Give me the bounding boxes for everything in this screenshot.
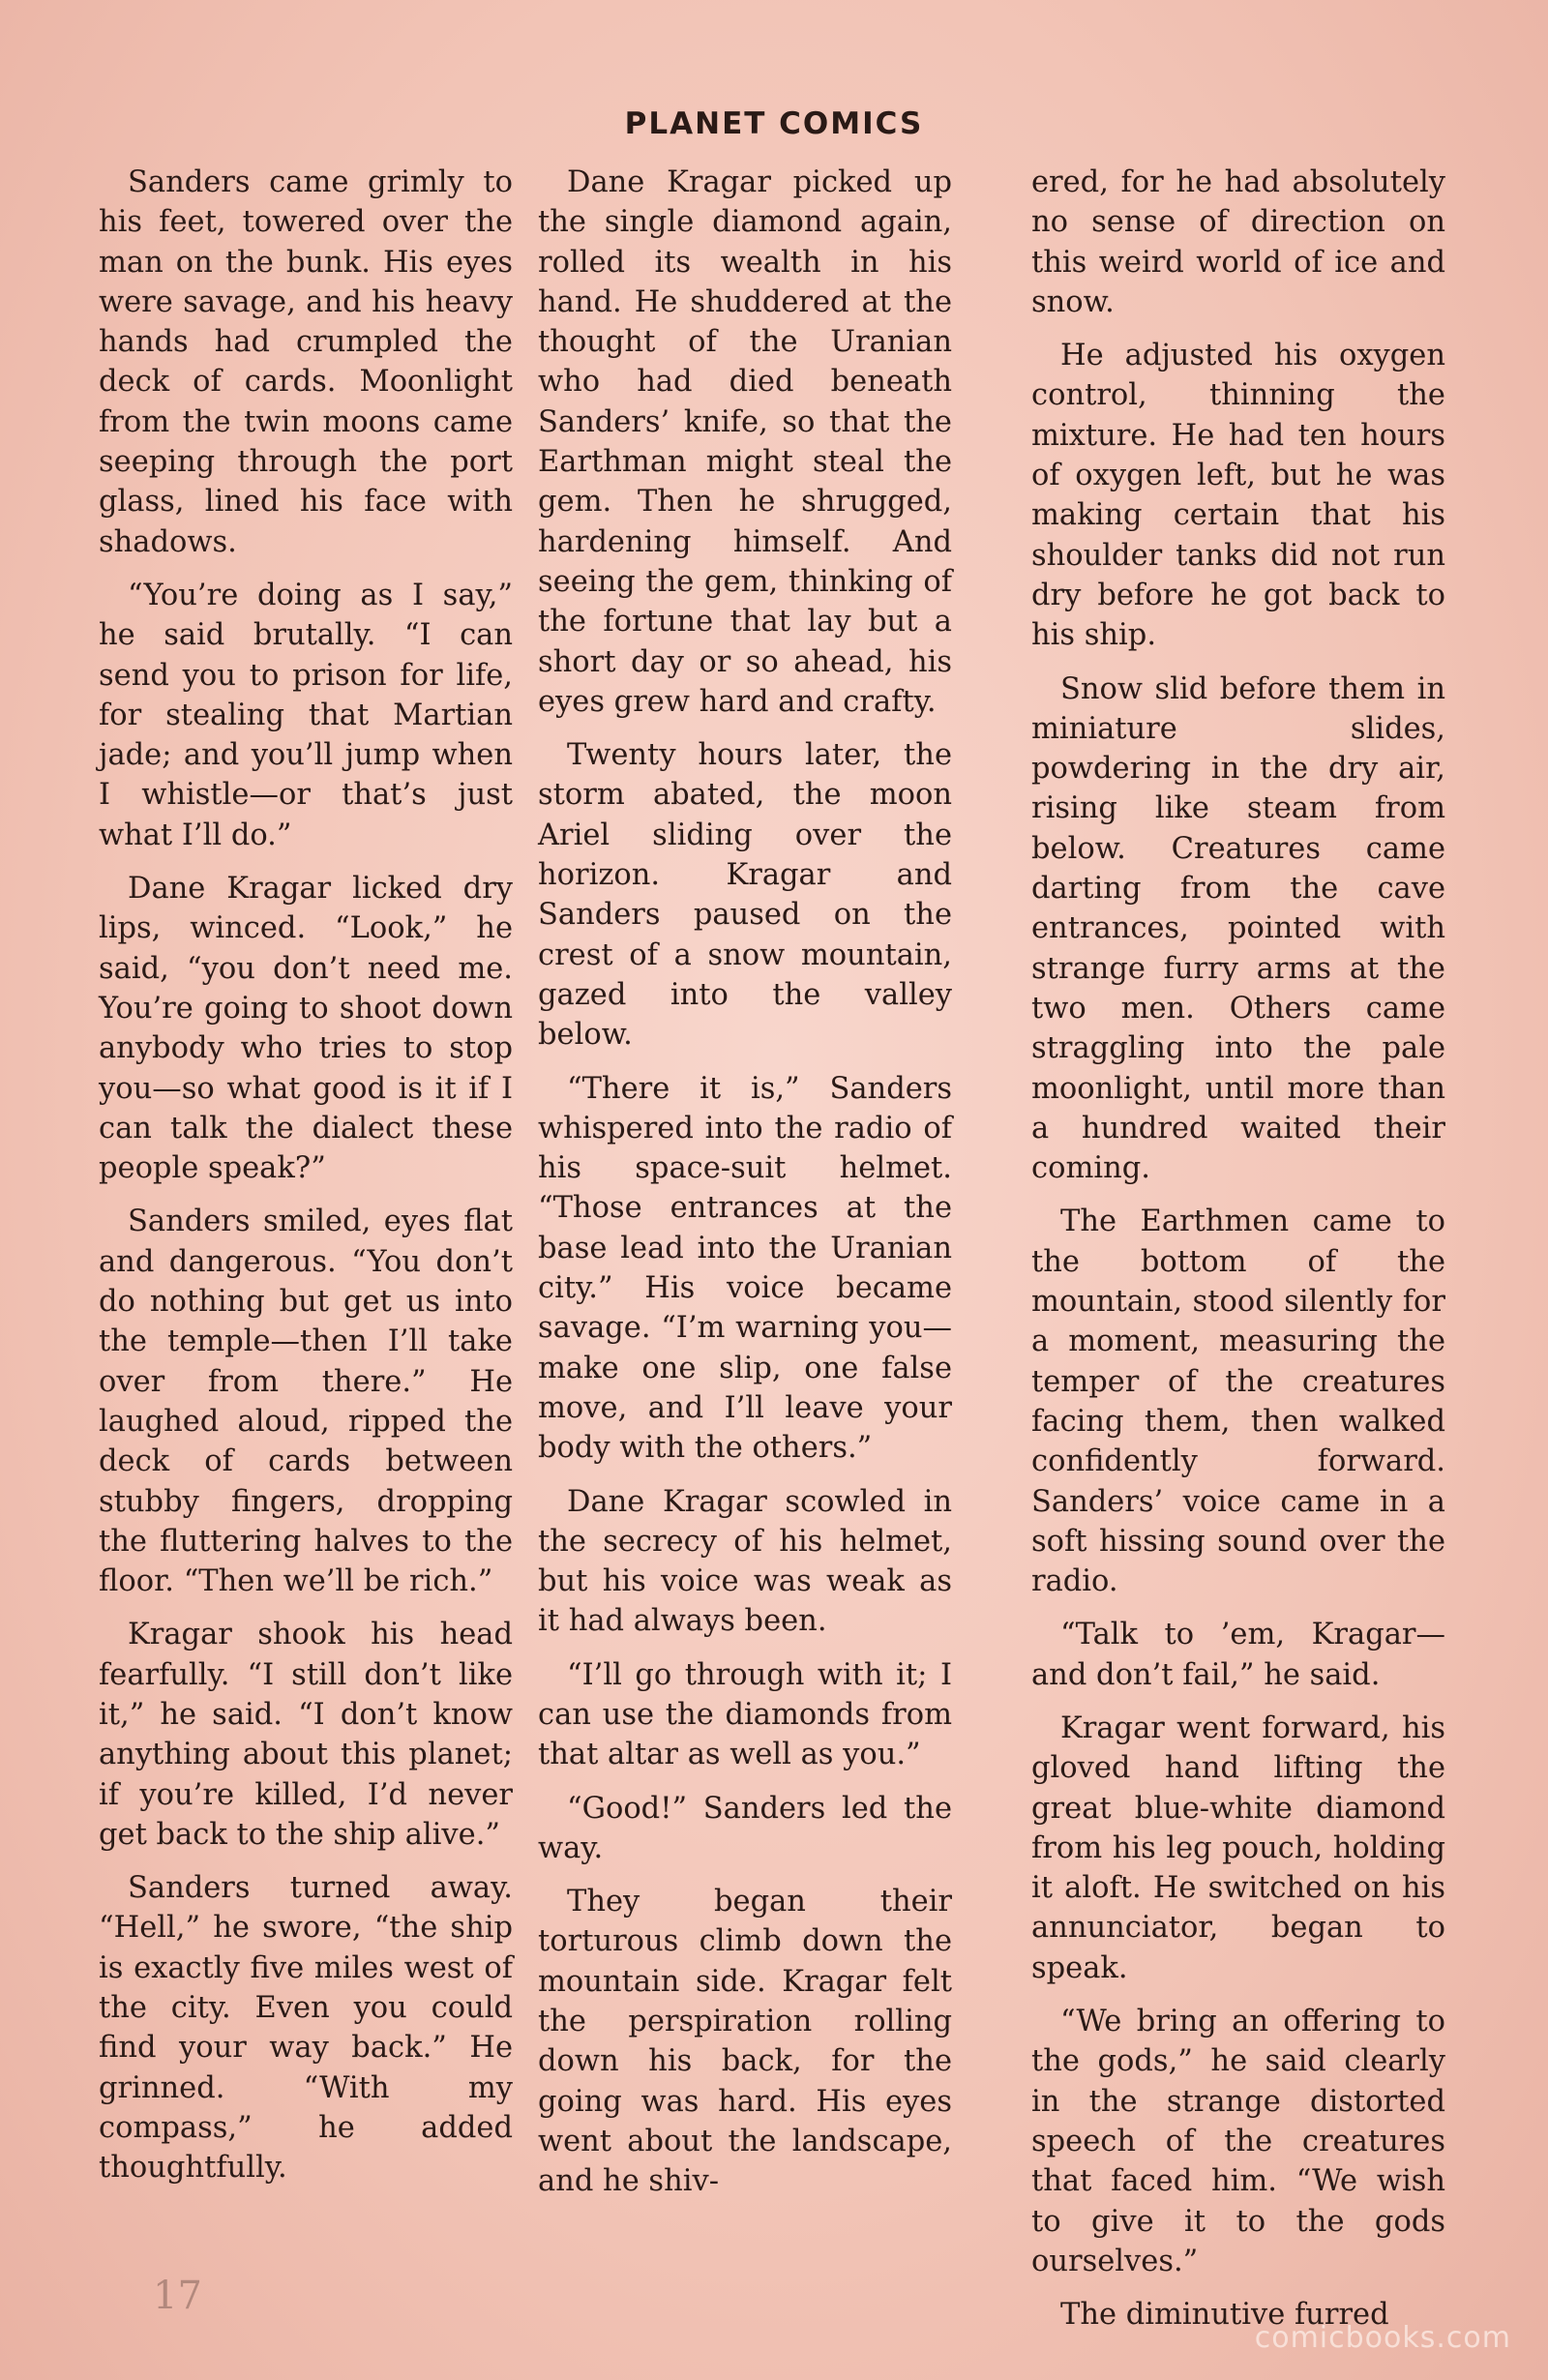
text-column-3 [1031, 163, 1445, 2348]
text-column-1 [99, 163, 513, 2202]
paragraph: “Talk to ’em, Kragar—and don’t fail,” he said. [1031, 1618, 1445, 1692]
text-column-2 [538, 163, 952, 2216]
page-header: PLANET COMICS [624, 106, 924, 141]
source-watermark: comicbooks.com [1254, 2321, 1511, 2355]
paragraph: “There it is,” Sanders whispered into the radio of his space-suit helmet. “Those entrances at the base lead into the Uranian city.” His voice became savage. “I’m warning you—make one slip, one false move, and I’ll leave your body with the others.” [538, 1071, 952, 1466]
paragraph: Twenty hours later, the storm abated, the moon Ariel sliding over the horizon. Kragar and Sanders paused on the crest of a snow mountain, gazed into the valley below. [538, 738, 952, 1053]
paragraph: “You’re doing as I say,” he said brutally. “I can send you to prison for life, for stealing that Martian jade; and you’ll jump when I whistle—or that’s just what I’ll do.” [99, 578, 513, 852]
page-number: 17 [153, 2274, 202, 2318]
paragraph: He adjusted his oxygen control, thinning the mixture. He had ten hours of oxygen left, but he was making certain that his shoulder tanks did not run dry before he got back to his ship. [1031, 339, 1445, 653]
paragraph: “Good!” Sanders led the way. [538, 1791, 952, 1865]
paragraph-continued: ered, for he had absolutely no sense of direction on this weird world of ice and snow. [1031, 165, 1445, 319]
paragraph: Dane Kragar scowled in the secrecy of his helmet, but his voice was weak as it had always been. [538, 1484, 952, 1639]
paragraph: Sanders came grimly to his feet, towered over the man on the bunk. His eyes were savage, and his heavy hands had crumpled the deck of cards. Moonlight from the twin moons came seeping through the port glass, lined his face with shadows. [99, 165, 513, 559]
paragraph: Snow slid before them in miniature slides, powdering in the dry air, rising like steam from below. Creatures came darting from the cave entrances, pointed with strange furry arms at the two men. Others came straggling into the pale moonlight, until more than a hundred waited their coming. [1031, 671, 1445, 1186]
paragraph: Sanders smiled, eyes flat and dangerous. “You don’t do nothing but get us into the temple—then I’ll take over from there.” He laughed aloud, ripped the deck of cards between stubby fingers, dropping the fluttering halves to the floor. “Then we’ll be rich.” [99, 1205, 513, 1599]
paragraph: “I’ll go through with it; I can use the diamonds from that altar as well as you.” [538, 1657, 952, 1772]
paragraph: The diminutive furred [1060, 2298, 1389, 2333]
paragraph: Sanders turned away. “Hell,” he swore, “the ship is exactly five miles west of the city. Even you could find your way back.” He grinned. “With my compass,” he added thoughtfully. [99, 1871, 513, 2186]
paragraph: They began their torturous climb down the mountain side. Kragar felt the perspiration rolling down his back, for the going was hard. His eyes went about the landscape, and he shiv- [538, 1885, 952, 2199]
paragraph: Dane Kragar picked up the single diamond again, rolled its wealth in his hand. He shuddered at the thought of the Uranian who had died beneath Sanders’ knife, so that the Earthman might steal the gem. Then he shrugged, hardening himself. And seeing the gem, thinking of the fortune that lay but a short day or so ahead, his eyes grew hard and crafty. [538, 165, 952, 719]
paragraph: The Earthmen came to the bottom of the mountain, stood silently for a moment, measuring the temper of the creatures facing them, then walked confidently forward. Sanders’ voice came in a soft hissing sound over the radio. [1031, 1205, 1445, 1599]
paragraph: “We bring an offering to the gods,” he said clearly in the strange distorted speech of the creatures that faced him. “We wish to give it to the gods ourselves.” [1031, 2005, 1445, 2278]
paragraph: Kragar went forward, his gloved hand lifting the great blue-white diamond from his leg pouch, holding it aloft. He switched on his annunciator, began to speak. [1031, 1711, 1445, 1985]
paragraph: Dane Kragar licked dry lips, winced. “Look,” he said, “you don’t need me. You’re going to shoot down anybody who tries to stop you—so what good is it if I can talk the dialect these people speak?” [99, 872, 513, 1186]
paragraph: Kragar shook his head fearfully. “I still don’t like it,” he said. “I don’t know anything about this planet; if you’re killed, I’d never get back to the ship alive.” [99, 1618, 513, 1852]
